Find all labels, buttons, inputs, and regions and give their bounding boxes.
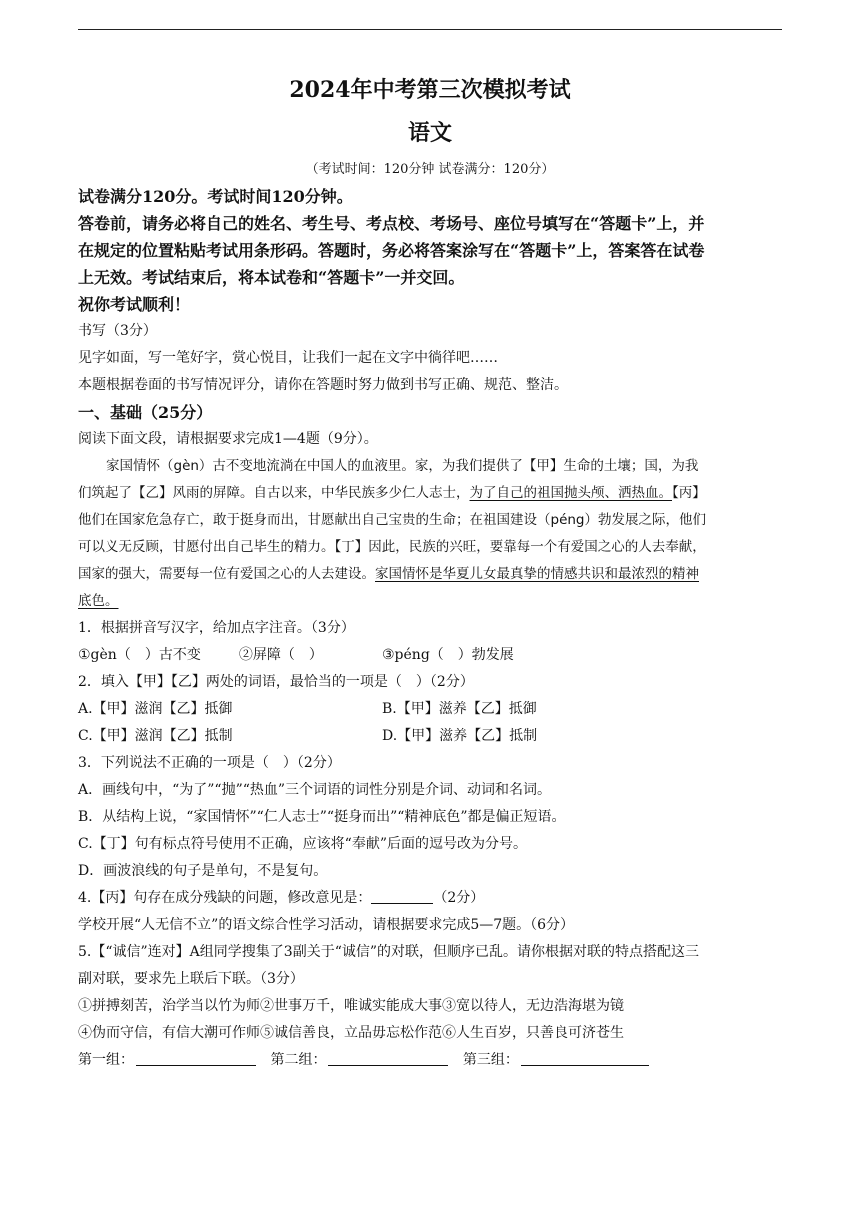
q3-option-a: A．画线句中，“为了”“抛”“热血”三个词语的词性分别是介词、动词和名词。 — [78, 782, 552, 798]
notice-line-5: 祝你考试顺利！ — [78, 295, 191, 314]
q4-stem-text: 4.【丙】句存在成分残缺的问题，修改意见是： — [78, 890, 372, 906]
writing-line-2: 本题根据卷面的书写情况评分，请你在答题时努力做到书写正确、规范、整洁。 — [78, 377, 568, 393]
q2-row-1 — [78, 699, 782, 719]
q5-group-3-label: 第三组： — [462, 1052, 519, 1068]
q1-options — [78, 645, 514, 665]
passage-line-3: 他们在国家危急存亡，敢于挺身而出，甘愿献出自己宝贵的生命；在祖国建设（péng）勃发展之际，他们 — [78, 512, 706, 528]
q5-answer-row — [78, 1050, 659, 1070]
notice-line-3: 在规定的位置粘贴考试用条形码。答题时，务必将答案涂写在“答题卡”上，答案答在试卷 — [78, 241, 705, 260]
q4-stem — [78, 888, 484, 908]
notice-line-4: 上无效。考试结束后，将本试卷和“答题卡”一并交回。 — [78, 268, 465, 287]
section-1-title: 一、基础（25分） — [78, 403, 213, 422]
passage-line-5 — [78, 564, 699, 584]
passage-marker-bing: 【丙】 — [672, 485, 706, 501]
passage-line-4: 可以义无反顾，甘愿付出自己毕生的精力。【丁】因此，民族的兴旺，要靠每一个有爱国之心的人去奉献， — [78, 539, 706, 555]
underlined-sentence: 为了自己的祖国抛头颅、洒热血。 — [469, 485, 672, 501]
q3-option-b: B．从结构上说，“家国情怀”“仁人志士”“挺身而出”“精神底色”都是偏正短语。 — [78, 809, 566, 825]
q2-option-a: A.【甲】滋润【乙】抵御 — [78, 701, 233, 717]
q2-option-b: B.【甲】滋养【乙】抵御 — [382, 701, 537, 717]
q5-group-3-blank[interactable] — [521, 1051, 649, 1066]
q2-stem: 2．填入【甲】【乙】两处的词语，最恰当的一项是（ ）（2分） — [78, 674, 474, 690]
q1-option-b: ②屏障（ ） — [238, 647, 323, 663]
writing-title: 书写（3分） — [78, 323, 157, 339]
exam-meta: （考试时间：120分钟 试卷满分：120分） — [305, 162, 555, 177]
exam-subject: 语文 — [407, 120, 452, 146]
wavy-underlined-sentence-end: 底色。 — [78, 593, 119, 609]
q5-stem-line-1: 5.【“诚信”连对】A组同学搜集了3副关于“诚信”的对联，但顺序已乱。请你根据对联的特点搭配这三 — [78, 944, 700, 960]
q1-option-c: ③péng（ ）勃发展 — [382, 647, 514, 663]
q3-option-d: D．画波浪线的句子是单句，不是复句。 — [78, 863, 328, 879]
passage-line-2 — [78, 483, 706, 503]
passage-line-1: 家国情怀（gèn）古不变地流淌在中国人的血液里。家，为我们提供了【甲】生命的土壤；国，为我 — [106, 458, 699, 474]
q5-group-1-blank[interactable] — [136, 1051, 256, 1066]
notice-line-1: 试卷满分120分。考试时间120分钟。 — [78, 187, 353, 206]
q4-points: （2分） — [433, 890, 485, 906]
q5-stem-line-2: 副对联，要求先上联后下联。（3分） — [78, 971, 304, 987]
q1-stem: 1．根据拼音写汉字，给加点字注音。（3分） — [78, 620, 355, 636]
q5-couplets-line-2: ④伪而守信，有信大潮可作师⑤诚信善良，立品毋忘松作范⑥人生百岁，只善良可济苍生 — [78, 1025, 624, 1041]
q5-group-1-label: 第一组： — [78, 1052, 134, 1068]
exam-title: 2024年中考第三次模拟考试 — [289, 77, 571, 103]
passage-line-6 — [78, 591, 119, 611]
q2-option-c: C.【甲】滋润【乙】抵制 — [78, 728, 233, 744]
q2-option-d: D.【甲】滋养【乙】抵制 — [382, 728, 538, 744]
section-1-intro: 阅读下面文段，请根据要求完成1—4题（9分）。 — [78, 431, 378, 447]
passage-line-5-text: 国家的强大，需要每一位有爱国之心的人去建设。 — [78, 566, 375, 582]
q5-group-2-label: 第二组： — [270, 1052, 327, 1068]
q5-couplets-line-1: ①拼搏刻苦，治学当以竹为师②世事万千，唯诚实能成大事③宽以待人，无边浩海堪为镜 — [78, 998, 624, 1014]
q2-row-2 — [78, 726, 782, 746]
activity-intro: 学校开展“人无信不立”的语文综合性学习活动，请根据要求完成5—7题。（6分） — [78, 917, 575, 933]
q3-stem: 3．下列说法不正确的一项是（ ）（2分） — [78, 755, 341, 771]
header-rule — [78, 29, 782, 30]
q3-option-c: C.【丁】句有标点符号使用不正确，应该将“奉献”后面的逗号改为分号。 — [78, 836, 527, 852]
passage-line-2-text: 们筑起了【乙】风雨的屏障。自古以来，中华民族多少仁人志士， — [78, 485, 470, 501]
q4-answer-blank[interactable] — [371, 889, 433, 904]
wavy-underlined-sentence: 家国情怀是华夏儿女最真挚的情感共识和最浓烈的精神 — [375, 566, 699, 582]
writing-line-1: 见字如面，写一笔好字，赏心悦目，让我们一起在文字中徜徉吧…… — [78, 350, 498, 366]
q1-option-a: ①gèn（ ）古不变 — [78, 647, 201, 663]
q5-group-2-blank[interactable] — [328, 1051, 448, 1066]
notice-line-2: 答卷前，请务必将自己的姓名、考生号、考点校、考场号、座位号填写在“答题卡”上，并 — [78, 214, 705, 233]
